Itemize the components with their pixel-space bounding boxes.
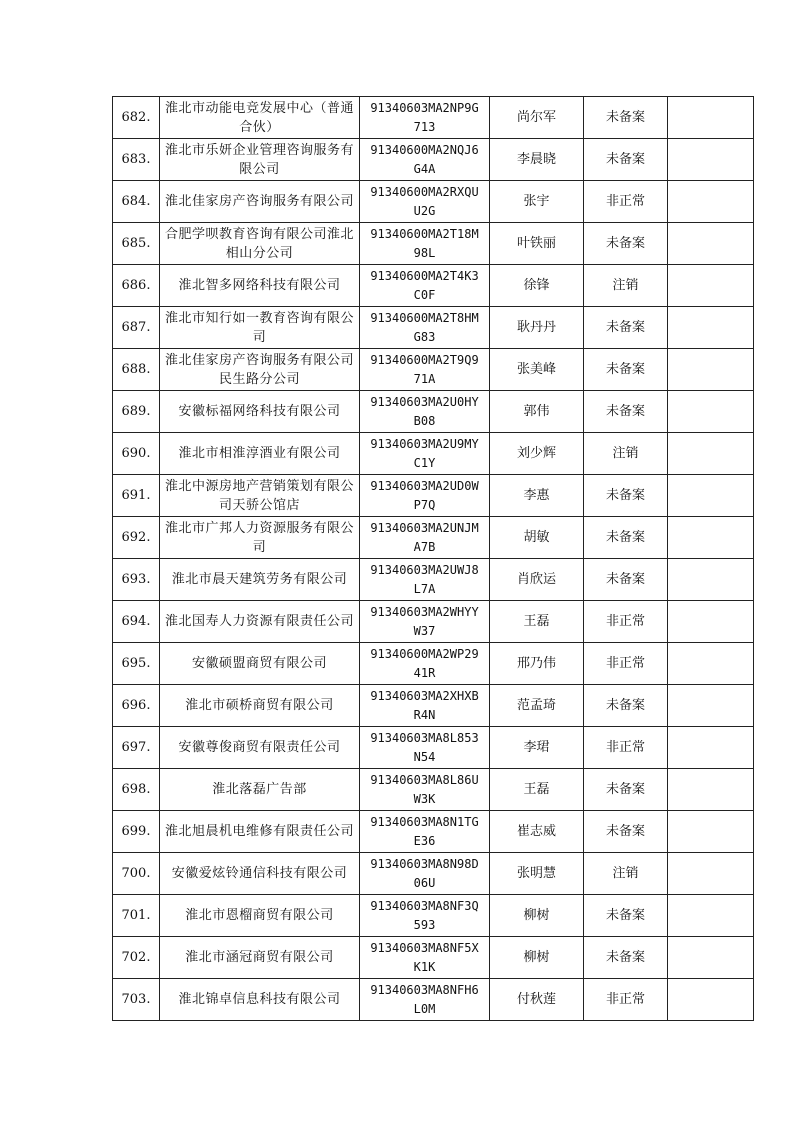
company-name: 淮北市晨天建筑劳务有限公司 <box>160 559 360 601</box>
remarks-cell <box>668 139 754 181</box>
legal-representative: 肖欣运 <box>490 559 584 601</box>
credit-code <box>360 475 490 517</box>
credit-code-line: 71A <box>413 371 436 386</box>
credit-code-line: 91340603MA8L853 <box>370 730 479 745</box>
credit-code-line: 91340600MA2T4K3 <box>370 268 479 283</box>
table-row <box>113 307 754 349</box>
credit-code-line: 91340603MA2UD0W <box>370 478 479 493</box>
table-row <box>113 475 754 517</box>
legal-representative: 刘少辉 <box>490 433 584 475</box>
remarks-cell <box>668 643 754 685</box>
credit-code-line: C0F <box>413 287 436 302</box>
credit-code-line: 41R <box>413 665 436 680</box>
row-number: 693. <box>113 559 160 601</box>
row-number: 690. <box>113 433 160 475</box>
credit-code-line: L7A <box>413 581 436 596</box>
row-number: 700. <box>113 853 160 895</box>
status-cell: 未备案 <box>584 391 668 433</box>
remarks-cell <box>668 937 754 979</box>
row-number: 703. <box>113 979 160 1021</box>
company-name: 淮北中源房地产营销策划有限公司天骄公馆店 <box>160 475 360 517</box>
credit-code-line: K1K <box>413 959 436 974</box>
status-cell: 未备案 <box>584 517 668 559</box>
legal-representative: 李珺 <box>490 727 584 769</box>
status-cell: 注销 <box>584 853 668 895</box>
credit-code <box>360 349 490 391</box>
row-number: 688. <box>113 349 160 391</box>
row-number: 689. <box>113 391 160 433</box>
table-row <box>113 643 754 685</box>
legal-representative: 耿丹丹 <box>490 307 584 349</box>
company-name: 合肥学呗教育咨询有限公司淮北相山分公司 <box>160 223 360 265</box>
table-row <box>113 517 754 559</box>
remarks-cell <box>668 517 754 559</box>
legal-representative: 张宇 <box>490 181 584 223</box>
credit-code <box>360 181 490 223</box>
table-row <box>113 937 754 979</box>
table-row <box>113 853 754 895</box>
credit-code-line: G83 <box>413 329 436 344</box>
row-number: 684. <box>113 181 160 223</box>
legal-representative: 柳树 <box>490 937 584 979</box>
credit-code-line: 91340603MA8N98D <box>370 856 479 871</box>
company-name: 淮北佳家房产咨询服务有限公司民生路分公司 <box>160 349 360 391</box>
credit-code <box>360 601 490 643</box>
row-number: 694. <box>113 601 160 643</box>
credit-code-line: C1Y <box>413 455 436 470</box>
remarks-cell <box>668 727 754 769</box>
legal-representative: 胡敏 <box>490 517 584 559</box>
legal-representative: 李惠 <box>490 475 584 517</box>
credit-code <box>360 643 490 685</box>
legal-representative: 柳树 <box>490 895 584 937</box>
row-number: 687. <box>113 307 160 349</box>
remarks-cell <box>668 853 754 895</box>
company-name: 安徽尊俊商贸有限责任公司 <box>160 727 360 769</box>
credit-code-line: 06U <box>413 875 436 890</box>
legal-representative: 徐锋 <box>490 265 584 307</box>
credit-code-line: B08 <box>413 413 436 428</box>
company-name: 淮北市乐妍企业管理咨询服务有限公司 <box>160 139 360 181</box>
company-name: 安徽硕盟商贸有限公司 <box>160 643 360 685</box>
credit-code-line: R4N <box>413 707 436 722</box>
status-cell: 未备案 <box>584 349 668 391</box>
legal-representative: 邢乃伟 <box>490 643 584 685</box>
table-row <box>113 727 754 769</box>
company-name: 淮北国寿人力资源有限责任公司 <box>160 601 360 643</box>
credit-code-line: 91340603MA8L86U <box>370 772 479 787</box>
remarks-cell <box>668 433 754 475</box>
credit-code <box>360 853 490 895</box>
legal-representative: 崔志威 <box>490 811 584 853</box>
company-name: 安徽爱炫铃通信科技有限公司 <box>160 853 360 895</box>
credit-code-line: 91340603MA2NP9G <box>370 100 479 115</box>
credit-code-line: G4A <box>413 161 436 176</box>
status-cell: 未备案 <box>584 559 668 601</box>
credit-code <box>360 307 490 349</box>
status-cell: 未备案 <box>584 685 668 727</box>
credit-code-line: 593 <box>413 917 436 932</box>
company-name: 淮北旭晨机电维修有限责任公司 <box>160 811 360 853</box>
table-row <box>113 349 754 391</box>
credit-code-line: 91340603MA2WHYY <box>370 604 479 619</box>
status-cell: 未备案 <box>584 895 668 937</box>
table-row <box>113 769 754 811</box>
company-name: 安徽标福网络科技有限公司 <box>160 391 360 433</box>
legal-representative: 尚尔军 <box>490 97 584 139</box>
credit-code-line: 91340600MA2T18M <box>370 226 479 241</box>
credit-code <box>360 811 490 853</box>
legal-representative: 郭伟 <box>490 391 584 433</box>
credit-code <box>360 139 490 181</box>
status-cell: 注销 <box>584 265 668 307</box>
credit-code <box>360 517 490 559</box>
row-number: 697. <box>113 727 160 769</box>
legal-representative: 叶铁丽 <box>490 223 584 265</box>
remarks-cell <box>668 811 754 853</box>
row-number: 701. <box>113 895 160 937</box>
status-cell: 非正常 <box>584 643 668 685</box>
table-row <box>113 181 754 223</box>
registry-table-body <box>113 97 754 1021</box>
status-cell: 非正常 <box>584 727 668 769</box>
credit-code-line: 91340603MA2UWJ8 <box>370 562 479 577</box>
status-cell: 未备案 <box>584 97 668 139</box>
row-number: 682. <box>113 97 160 139</box>
row-number: 702. <box>113 937 160 979</box>
row-number: 691. <box>113 475 160 517</box>
credit-code <box>360 223 490 265</box>
credit-code-line: 91340603MA8NF5X <box>370 940 479 955</box>
legal-representative: 王磊 <box>490 769 584 811</box>
table-row <box>113 391 754 433</box>
legal-representative: 范孟琦 <box>490 685 584 727</box>
remarks-cell <box>668 601 754 643</box>
company-name: 淮北落磊广告部 <box>160 769 360 811</box>
credit-code-line: W3K <box>413 791 436 806</box>
credit-code-line: 91340603MA2UNJM <box>370 520 479 535</box>
status-cell: 未备案 <box>584 811 668 853</box>
row-number: 692. <box>113 517 160 559</box>
credit-code-line: 91340600MA2WP29 <box>370 646 479 661</box>
credit-code-line: 713 <box>413 119 436 134</box>
remarks-cell <box>668 895 754 937</box>
remarks-cell <box>668 475 754 517</box>
company-name: 淮北市广邦人力资源服务有限公司 <box>160 517 360 559</box>
credit-code <box>360 895 490 937</box>
status-cell: 非正常 <box>584 181 668 223</box>
status-cell: 未备案 <box>584 475 668 517</box>
table-row <box>113 559 754 601</box>
remarks-cell <box>668 307 754 349</box>
credit-code-line: A7B <box>413 539 436 554</box>
credit-code <box>360 769 490 811</box>
credit-code-line: 91340603MA8NFH6 <box>370 982 479 997</box>
table-row <box>113 139 754 181</box>
legal-representative: 李晨晓 <box>490 139 584 181</box>
row-number: 685. <box>113 223 160 265</box>
credit-code-line: W37 <box>413 623 436 638</box>
legal-representative: 张明慧 <box>490 853 584 895</box>
credit-code <box>360 727 490 769</box>
legal-representative: 张美峰 <box>490 349 584 391</box>
remarks-cell <box>668 223 754 265</box>
status-cell: 未备案 <box>584 139 668 181</box>
company-name: 淮北市相淮淳酒业有限公司 <box>160 433 360 475</box>
status-cell: 未备案 <box>584 223 668 265</box>
row-number: 683. <box>113 139 160 181</box>
legal-representative: 王磊 <box>490 601 584 643</box>
status-cell: 未备案 <box>584 937 668 979</box>
legal-representative: 付秋莲 <box>490 979 584 1021</box>
credit-code-line: 91340603MA2XHXB <box>370 688 479 703</box>
company-name: 淮北佳家房产咨询服务有限公司 <box>160 181 360 223</box>
row-number: 696. <box>113 685 160 727</box>
credit-code-line: 91340600MA2T9Q9 <box>370 352 479 367</box>
row-number: 695. <box>113 643 160 685</box>
credit-code <box>360 937 490 979</box>
credit-code <box>360 97 490 139</box>
remarks-cell <box>668 265 754 307</box>
table-row <box>113 265 754 307</box>
remarks-cell <box>668 181 754 223</box>
table-row <box>113 601 754 643</box>
credit-code <box>360 391 490 433</box>
row-number: 699. <box>113 811 160 853</box>
table-row <box>113 685 754 727</box>
credit-code <box>360 265 490 307</box>
company-name: 淮北智多网络科技有限公司 <box>160 265 360 307</box>
credit-code-line: 91340603MA8N1TG <box>370 814 479 829</box>
credit-code-line: 91340600MA2T8HM <box>370 310 479 325</box>
remarks-cell <box>668 391 754 433</box>
status-cell: 未备案 <box>584 307 668 349</box>
status-cell: 非正常 <box>584 979 668 1021</box>
credit-code-line: P7Q <box>413 497 436 512</box>
remarks-cell <box>668 349 754 391</box>
company-name: 淮北市恩榴商贸有限公司 <box>160 895 360 937</box>
credit-code-line: 91340603MA2U0HY <box>370 394 479 409</box>
status-cell: 未备案 <box>584 769 668 811</box>
remarks-cell <box>668 979 754 1021</box>
status-cell: 非正常 <box>584 601 668 643</box>
registry-table <box>112 96 754 1021</box>
table-row <box>113 811 754 853</box>
credit-code-line: 91340603MA8NF3Q <box>370 898 479 913</box>
table-row <box>113 433 754 475</box>
credit-code <box>360 685 490 727</box>
credit-code-line: 91340600MA2RXQU <box>370 184 479 199</box>
row-number: 698. <box>113 769 160 811</box>
row-number: 686. <box>113 265 160 307</box>
credit-code-line: 91340603MA2U9MY <box>370 436 479 451</box>
company-name: 淮北市涵冠商贸有限公司 <box>160 937 360 979</box>
table-row <box>113 895 754 937</box>
table-row <box>113 979 754 1021</box>
remarks-cell <box>668 685 754 727</box>
remarks-cell <box>668 769 754 811</box>
remarks-cell <box>668 97 754 139</box>
table-row <box>113 223 754 265</box>
credit-code-line: E36 <box>413 833 436 848</box>
company-name: 淮北市知行如一教育咨询有限公司 <box>160 307 360 349</box>
credit-code-line: 91340600MA2NQJ6 <box>370 142 479 157</box>
company-name: 淮北锦卓信息科技有限公司 <box>160 979 360 1021</box>
company-name: 淮北市动能电竞发展中心（普通合伙） <box>160 97 360 139</box>
credit-code-line: L0M <box>413 1001 436 1016</box>
credit-code-line: U2G <box>413 203 436 218</box>
company-name: 淮北市硕桥商贸有限公司 <box>160 685 360 727</box>
table-row <box>113 97 754 139</box>
credit-code <box>360 433 490 475</box>
status-cell: 注销 <box>584 433 668 475</box>
remarks-cell <box>668 559 754 601</box>
credit-code <box>360 979 490 1021</box>
credit-code <box>360 559 490 601</box>
credit-code-line: 98L <box>413 245 436 260</box>
credit-code-line: N54 <box>413 749 436 764</box>
